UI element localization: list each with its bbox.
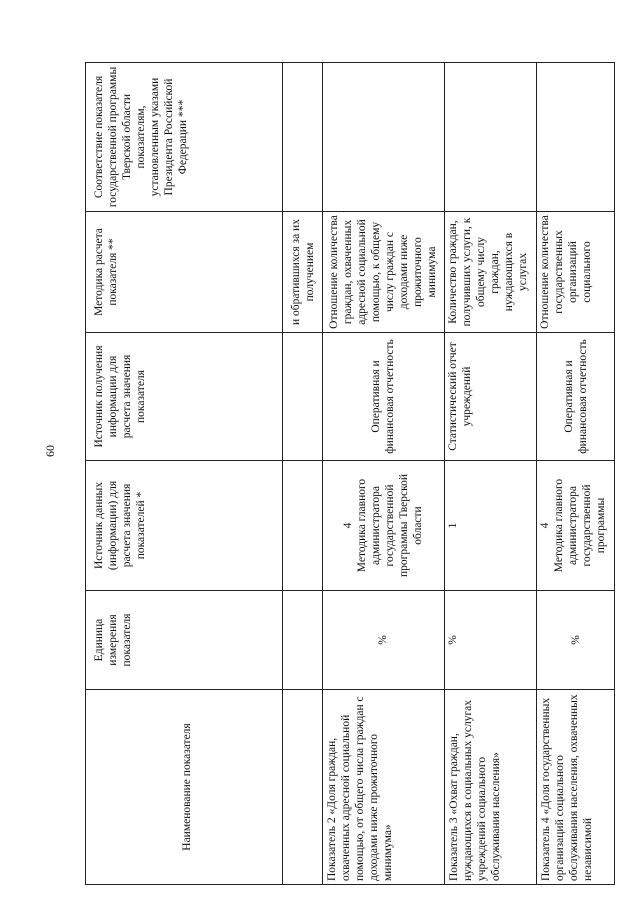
header-data-source: Источник данных (информации) для расчета значения показателей *	[86, 461, 283, 591]
table-row-continuation	[283, 63, 322, 885]
cell-info-source: Оперативная и финансовая отчетность	[322, 333, 444, 461]
cell-method-continuation: и обратившихся за их получением	[283, 212, 322, 333]
cell	[283, 591, 322, 690]
cell-unit: %	[322, 591, 444, 690]
table-row	[537, 63, 615, 885]
header-unit: Единица измерения показателя	[86, 591, 283, 690]
header-name: Наименование показателя	[86, 690, 283, 885]
cell-compliance	[322, 63, 444, 212]
cell-data-source: 1	[444, 461, 536, 591]
cell-name: Показатель 3 «Охват граждан, нуждающихся в социальных услугах учреждений социального обслуживания населения»	[444, 690, 536, 885]
cell-unit: %	[537, 591, 615, 690]
cell-info-source: Оперативная и финансовая отчетность	[537, 333, 615, 461]
header-row	[86, 63, 283, 885]
indicators-table	[85, 62, 615, 885]
cell-method: Количество граждан, получивших услуги, к общему числу граждан, нуждающихся в услугах	[444, 212, 536, 333]
cell-method: Отношение количества государственных организаций социального	[537, 212, 615, 333]
cell-data-source	[537, 461, 615, 591]
cell	[283, 461, 322, 591]
cell-compliance	[444, 63, 536, 212]
cell-data-source	[322, 461, 444, 591]
cell-info-source: Статистический отчет учреждений	[444, 333, 536, 461]
cell-unit: %	[444, 591, 536, 690]
data-source-text: 4 Методика главного администратора государственной программы	[539, 478, 608, 573]
table-row	[322, 63, 444, 885]
cell	[283, 690, 322, 885]
header-info-source: Источник получения информации для расчета значения показателя	[86, 333, 283, 461]
cell-name: Показатель 2 «Доля граждан, охваченных адресной социальной помощью, от общего числа граждан с доходами ниже прожиточного минимума»	[322, 690, 444, 885]
cell-compliance	[537, 63, 615, 212]
cell	[283, 333, 322, 461]
cell-name: Показатель 4 «Доля государственных организаций социального обслуживания населения, охваченных независимой	[537, 690, 615, 885]
table-row	[444, 63, 536, 885]
header-method: Методика расчета показателя **	[86, 212, 283, 333]
rotated-table-container	[85, 63, 615, 885]
page-number: 60	[43, 445, 57, 457]
header-compliance: Соответствие показателя государственной программы Тверской области показателям, установленным указами Президента Российской Федерации ***	[86, 63, 283, 212]
cell-method: Отношение количества граждан, охваченных адресной социальной помощью, к общему числу граждан с доходами ниже прожиточного минимума	[322, 212, 444, 333]
cell	[283, 63, 322, 212]
data-source-text: 4 Методика главного администратора государственной программы Тверской области	[342, 473, 425, 578]
